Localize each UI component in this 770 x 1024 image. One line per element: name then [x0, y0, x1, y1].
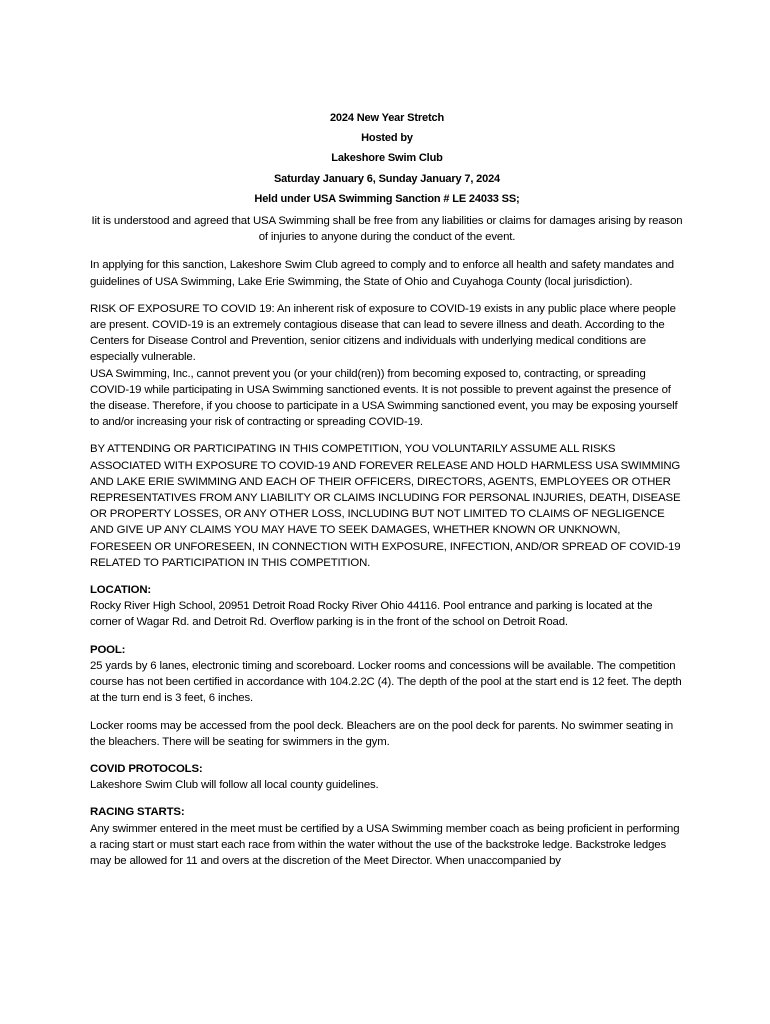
location-heading: LOCATION:: [90, 584, 152, 597]
document-page: [90, 108, 684, 880]
covid-protocols-text: Lakeshore Swim Club will follow all local county guidelines.: [90, 779, 379, 792]
meet-dates: Saturday January 6, Sunday January 7, 2024: [273, 172, 501, 185]
racing-starts-text: Any swimmer entered in the meet must be certified by a USA Swimming member coach as being proficient in performing a racing start or must start each race from within the water without the use of the backstroke ledge. Backstroke ledges may be allowed for 11 and overs at the discretion of the Meet Director. When unaccompanied by: [90, 822, 680, 867]
meet-title: 2024 New Year Stretch: [329, 112, 445, 124]
covid-protocols-heading: COVID PROTOCOLS:: [90, 762, 203, 775]
pool-text: 25 yards by 6 lanes, electronic timing and scoreboard. Locker rooms and concessions will be available. The competition course has not been certified in accordance with 104.2.2C (4). The depth of the pool at the start end is 12 feet. The depth at the turn end is 3 feet, 6 inches.: [90, 659, 682, 705]
covid-risk-section: [90, 301, 684, 431]
pool-heading: POOL:: [90, 643, 126, 656]
location-section: [90, 582, 684, 631]
racing-starts-section: [90, 804, 684, 869]
covid-protocols-section: [90, 761, 684, 793]
liability-statement: Iit is understood and agreed that USA Swimming shall be free from any liabilities or claims for damages arising by reason of injuries to anyone during the conduct of the event.: [91, 215, 683, 244]
location-text: Rocky River High School, 20951 Detroit Road Rocky River Ohio 44116. Pool entrance and parking is located at the corner of Wagar Rd. and Detroit Rd. Overflow parking is in the front of the school on Detroit Road.: [90, 600, 653, 629]
covid-risk-paragraph-1: RISK OF EXPOSURE TO COVID 19: An inherent risk of exposure to COVID-19 exists in any public place where people are present. COVID-19 is an extremely contagious disease that can lead to severe illness and death. According to the Centers for Disease Control and Prevention, senior citizens and individuals with underlying medical conditions are especially vulnerable.: [90, 302, 676, 364]
sanction-line: Held under USA Swimming Sanction # LE 24033 SS;: [254, 192, 520, 205]
host-club: Lakeshore Swim Club: [331, 152, 443, 165]
racing-starts-heading: RACING STARTS:: [90, 806, 185, 819]
covid-waiver: BY ATTENDING OR PARTICIPATING IN THIS COMPETITION, YOU VOLUNTARILY ASSUME ALL RISKS ASSOCIATED WITH EXPOSURE TO COVID-19 AND FOREVER RELEASE AND HOLD HARMLESS USA SWIMMING AND LAKE ERIE SWIMMING AND EACH OF THEIR OFFICERS, DIRECTORS, AGENTS, EMPLOYEES OR OTHER REPRESENTATIVES FROM ANY LIABILITY OR CLAIMS INCLUDING FOR PERSONAL INJURIES, DEATH, DISEASE OR PROPERTY LOSSES, OR ANY OTHER LOSS, INCLUDING BUT NOT LIMITED TO CLAIMS OF NEGLIGENCE AND GIVE UP ANY CLAIMS YOU MAY HAVE TO SEEK DAMAGES, WHETHER KNOWN OR UNKNOWN, FORESEEN OR UNFORESEEN, IN CONNECTION WITH EXPOSURE, INFECTION, AND/OR SPREAD OF COVID-19 RELATED TO PARTICIPATION IN THIS COMPETITION.: [90, 443, 681, 569]
pool-section: [90, 642, 684, 707]
covid-risk-paragraph-2: USA Swimming, Inc., cannot prevent you (or your child(ren)) from becoming exposed to, contracting, or spreading COVID-19 while participating in USA Swimming sanctioned events. It is not possible to prevent against the presence of the disease. Therefore, if you choose to participate in a USA Swimming sanctioned event, you may be exposing yourself to and/or increasing your risk of contracting or spreading COVID-19.: [90, 367, 678, 429]
meet-header: [90, 108, 684, 209]
hosted-by-label: Hosted by: [361, 132, 413, 145]
compliance-statement: In applying for this sanction, Lakeshore Swim Club agreed to comply and to enforce all health and safety mandates and guidelines of USA Swimming, Lake Erie Swimming, the State of Ohio and Cuyahoga County (local jurisdiction).: [90, 259, 674, 288]
locker-room-text: Locker rooms may be accessed from the pool deck. Bleachers are on the pool deck for parents. No swimmer seating in the bleachers. There will be seating for swimmers in the gym.: [90, 719, 674, 748]
